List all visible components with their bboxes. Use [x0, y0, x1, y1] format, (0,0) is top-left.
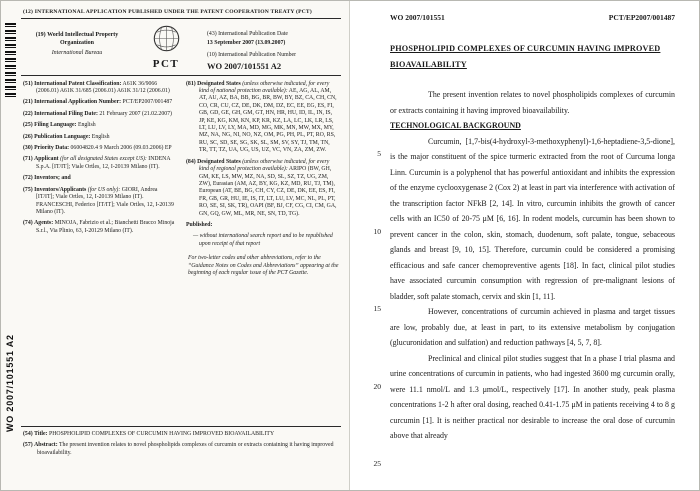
front-page-body — [21, 8, 341, 485]
paragraph-background-1: Curcumin, [1,7-bis(4-hydroxyl-3-methoxyphenyl)-1,6-heptadiene-3,5-dione], is the major constituent of the spice turmeric extracted from the root of Curcuma longa Linn. Curcumin is a polyphenol that has powerful antioxidant and inhibits the expression of the enzyme cyclooxygenase 2 (Cox 2) at least in part via interference with activation of the transcription factor NFkB [2, 14]. In vitro, curcumin inhibits the growth of cancer cells with an IC50 of 20-75 μM [6, 16]. In rodent models, curcumin has been shown to prevent cancer in the colon, skin, stomach, duodenum, soft palate, tongue, sebaceous glands and breast [9, 10, 15]. Therefore, curcumin could be considered a promising efficacious and safe cancer chemopreventive agents [18]. In fact, clinical pilot studies have associated curcumin consumption with regression of pre-malignant lesions of bladder, soft palate stomach, cervix and skin [1, 11]. — [390, 136, 675, 301]
field-label: Agents: — [34, 220, 54, 227]
field-agents — [23, 220, 176, 235]
field-publication-language — [23, 134, 176, 141]
field-designated-states-national — [186, 81, 339, 155]
field-label: Inventors; and — [34, 175, 71, 182]
logo-block — [133, 23, 199, 70]
field-number: (25) — [23, 122, 33, 129]
title-entry — [23, 431, 339, 439]
field-label: Title: — [34, 431, 48, 437]
field-number: (22) — [23, 110, 33, 117]
title-abstract-section — [21, 427, 341, 485]
field-value: 06004820.4 9 March 2006 (09.03.2006) EP — [70, 145, 172, 152]
field-value: MINOJA, Fabrizio et al.; Bianchetti Bracco Minoja S.r.l., Via Plinio, 63, I-20129 Milano (IT). — [36, 220, 175, 234]
abstract-entry — [23, 442, 339, 458]
field-number: (74) — [23, 220, 33, 227]
field-label: Publication Language: — [34, 133, 91, 140]
paragraph-background-3: Preclinical and clinical pilot studies suggest that In a phase I trial plasma and urine concentrations of curcumin in patients, who had ingested 3600 mg curcumin orally, were 11.1 nmol/L and 1.3 μmol/L, respectively [17]. In another study, peak plasma concentrations 1-2 h after oral dosing, reached 0.41-1.75 μM in patients receiving 4 to 8 g curcumin [1]. It is neither practical nor desirable to increase the oral dose of curcumin above that already — [390, 353, 675, 440]
field-label: Priority Data: — [34, 145, 70, 152]
paragraph-background-2: However, concentrations of curcumin achieved in plasma and target tissues are low, probably due, at least in part, to its extensive metabolism by conjugation (glucuronidation and sulfation) and reduction pathways [4, 5, 7, 8]. — [390, 307, 675, 347]
patent-description-page — [350, 1, 699, 490]
field-label: International Filing Date: — [34, 110, 98, 117]
field-number: (57) — [23, 441, 33, 448]
field-value: English — [77, 122, 96, 129]
left-edge-strip — [1, 1, 21, 490]
bibliographic-columns — [21, 76, 341, 426]
field-note: (unless otherwise indicated, for every kind of regional protection available): — [199, 158, 330, 173]
line-number-5: 5 — [377, 149, 381, 158]
publication-date-value: 13 September 2007 (13.09.2007) — [207, 39, 286, 46]
running-header-right: PCT/EP2007/001487 — [608, 13, 675, 22]
invention-title: PHOSPHOLIPID COMPLEXES OF CURCUMIN HAVING IMPROVED BIOAVAILABILITY — [390, 44, 661, 69]
field-number: (30) — [23, 145, 33, 152]
publication-date-label: (43) International Publication Date — [207, 31, 288, 37]
international-bureau: International Bureau — [51, 49, 103, 56]
publication-number-label: (10) International Publication Number — [207, 52, 297, 59]
pct-treaty-header: (12) INTERNATIONAL APPLICATION PUBLISHED UNDER THE PATENT COOPERATION TREATY (PCT) — [23, 9, 312, 15]
field-number: (81) — [186, 80, 196, 87]
paragraph-intro: The present invention relates to novel phospholipids complexes of curcumin or extracts containing it having improved bioavailability. — [390, 90, 675, 115]
field-number: (54) — [23, 431, 33, 437]
invention-title-front: PHOSPHOLIPID COMPLEXES OF CURCUMIN HAVING IMPROVED BIOAVAILABILITY — [49, 431, 275, 437]
field-value: 21 February 2007 (21.02.2007) — [99, 110, 172, 117]
published-item: — without international search report and to be republished upon receipt of that report — [193, 233, 333, 247]
field-number: (72) — [23, 175, 33, 182]
field-number: (51) — [23, 80, 33, 87]
field-label: Filing Language: — [34, 122, 77, 129]
field-number: (84) — [186, 158, 196, 165]
field-applicant — [23, 156, 176, 171]
field-label: Applicant — [34, 156, 59, 163]
wipo-org-block — [21, 23, 133, 57]
field-value: INDENA S.p.A. [IT/IT]; Viale Ortles, 12, I-20139 Milano (IT). — [36, 156, 171, 170]
abstract-text: The present invention relates to novel phospholipids complexes of curcumin or extracts containing it having improved bioavailability. — [37, 441, 334, 456]
field-label: International Application Number: — [34, 99, 122, 106]
line-number-20: 20 — [373, 382, 381, 391]
field-filing-language — [23, 122, 176, 129]
field-number: (75) — [23, 186, 33, 193]
publication-number-value: WO 2007/101551 A2 — [207, 60, 282, 71]
patent-front-page — [1, 1, 350, 490]
abbreviations-note: For two-letter codes and other abbreviations, refer to the “Guidance Notes on Codes and Abbreviations” appearing at the beginning of each regular issue of the PCT Gazette. — [188, 255, 339, 276]
field-note: (for US only): — [87, 186, 121, 193]
field-label: Designated States — [197, 80, 241, 87]
published-label: Published: — [186, 221, 213, 228]
bibliographic-right-column — [186, 81, 339, 426]
wipo-globe-icon — [153, 39, 180, 56]
field-inventors-applicants — [23, 187, 176, 217]
field-ipc — [23, 81, 176, 96]
field-number: (21) — [23, 99, 33, 106]
field-number: (26) — [23, 133, 33, 140]
masthead — [21, 19, 341, 75]
line-number-25: 25 — [373, 459, 381, 468]
field-label: International Patent Classification: — [34, 80, 122, 87]
field-label: Designated States — [197, 158, 241, 165]
field-label: Inventors/Applicants — [34, 186, 87, 193]
field-inventors — [23, 175, 176, 182]
field-value: English — [91, 133, 110, 140]
pct-label: PCT — [152, 58, 180, 70]
description-body — [390, 87, 675, 490]
field-value: PCT/EP2007/001487 — [122, 99, 173, 106]
section-heading: TECHNOLOGICAL BACKGROUND — [390, 121, 521, 130]
field-application-number — [23, 99, 176, 106]
running-header-left: WO 2007/101551 — [390, 13, 445, 22]
bibliographic-left-column — [23, 81, 176, 426]
line-number-10: 10 — [373, 227, 381, 236]
field-note: (for all designated States except US): — [60, 156, 147, 163]
field-label: Abstract: — [34, 441, 58, 448]
field-note: (unless otherwise indicated, for every kind of national protection available): — [199, 80, 330, 95]
vertical-publication-number: WO 2007/101551 A2 — [5, 334, 15, 432]
field-value: AE, AG, AL, AM, AT, AU, AZ, BA, BB, BG, BR, BW, BY, BZ, CA, CH, CN, CO, CR, CU, CZ, DE, DK, DM, DZ, EC, EE, EG, ES, FI, GB, GD, GE, GH, GM, GT, HN, HR, HU, ID, IL, IN, IS, JP, KE, KG, KM, KN, KP, KR, KZ, LA, LC, LK, LR, LS, LT, LU, LV, LY, MA, MD, MG, MK, MN, MW, MX, MY, MZ, NA, NG, NI, NO, NZ, OM, PG, PH, PL, PT, RO, RS, RU, SC, SD, SE, SG, SK, SL, SM, SV, SY, TJ, TM, TN, TR, TT, TZ, UA, UG, US, UZ, VC, VN, ZA, ZM, ZW. — [199, 88, 337, 154]
field-value: A61K 36/9066 (2006.01) A61K 31/685 (2006.01) A61K 31/12 (2006.01) — [36, 80, 170, 95]
running-header — [390, 13, 675, 22]
line-number-15: 15 — [373, 304, 381, 313]
publication-info — [199, 23, 341, 72]
field-value: GIORI, Andrea [IT/IT]; Viale Ortles, 12, I-20139 Milano (IT). FRANCESCHI, Federico [IT/IT]; Viale Ortles, 12, I-20139 Milano (IT). — [36, 186, 174, 215]
field-number: (71) — [23, 156, 33, 163]
published-section — [186, 222, 339, 229]
field-priority-data — [23, 145, 176, 152]
barcode-icon — [5, 23, 16, 99]
field-filing-date — [23, 111, 176, 118]
wipo-name: (19) World Intellectual Property Organization — [35, 32, 119, 46]
field-value: ARIPO (BW, GH, GM, KE, LS, MW, MZ, NA, SD, SL, SZ, TZ, UG, ZM, ZW), Eurasian (AM, AZ, BY, KG, KZ, MD, RU, TJ, TM), European (AT, BE, BG, CH, CY, CZ, DE, DK, EE, ES, FI, FR, GB, GR, HU, IE, IS, IT, LT, LU, LV, MC, NL, PL, PT, RO, SE, SI, SK, TR), OAPI (BF, BJ, CF, CG, CI, CM, GA, GN, GQ, GW, ML, MR, NE, SN, TD, TG). — [199, 166, 337, 217]
field-designated-states-regional — [186, 159, 339, 218]
